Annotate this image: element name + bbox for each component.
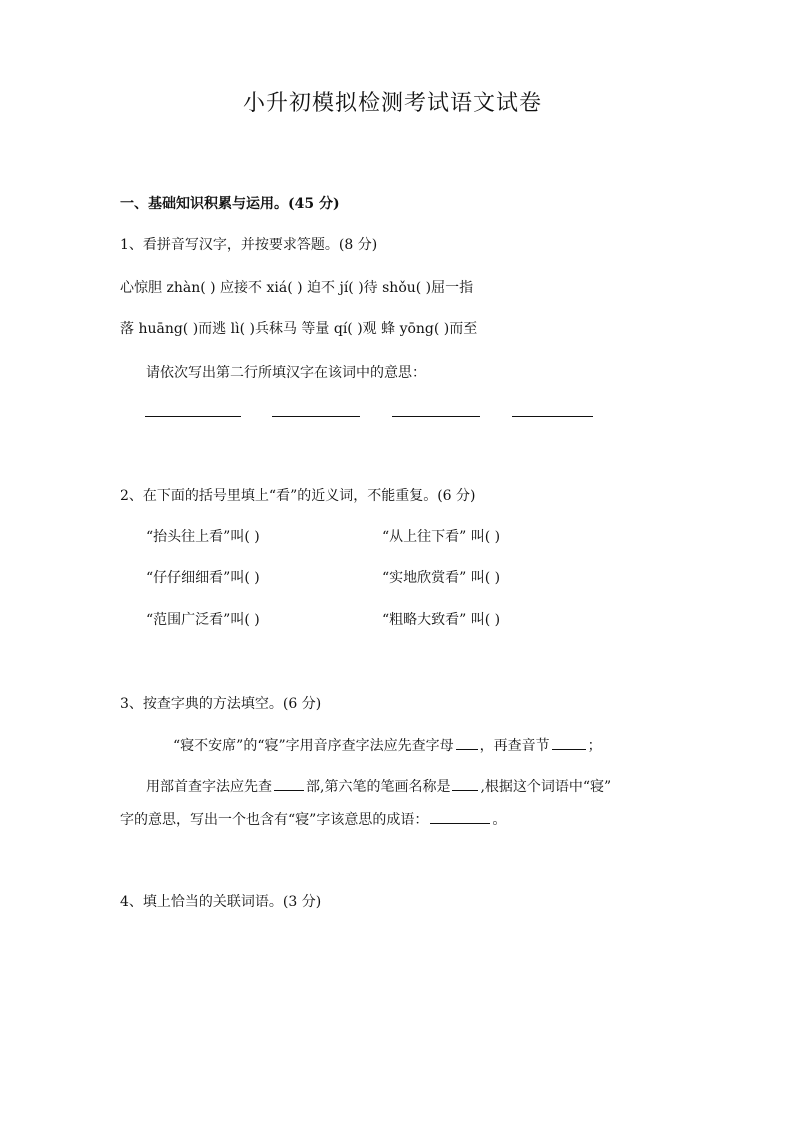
q2-item: “从上往下看” 叫( ): [382, 529, 501, 545]
answer-line-4[interactable]: [512, 416, 593, 417]
answer-blank-stroke[interactable]: [452, 776, 478, 791]
answer-line-1[interactable]: [145, 416, 241, 417]
page-title: 小升初模拟检测考试语文试卷: [243, 91, 543, 116]
q3-text: 部,第六笔的笔画名称是: [306, 779, 451, 795]
q4-prompt: 4、填上恰当的关联词语。(3 分): [120, 894, 322, 910]
q1-pinyin-line-1: 心惊胆 zhàn( ) 应接不 xiá( ) 迫不 jí( )待 shǒu( )屈一指: [120, 280, 474, 296]
q1-instruction: 请依次写出第二行所填汉字在该词中的意思：: [146, 365, 426, 381]
q3-paragraph-line-1: [173, 735, 602, 755]
answer-blank-idiom[interactable]: [430, 809, 490, 824]
q3-text: ；: [587, 738, 602, 754]
q3-text: “寝不安席”的“寝”字用音序查字法应先查字母: [173, 738, 454, 754]
q2-item: “范围广泛看”叫( ): [146, 612, 260, 628]
q3-text: 字的意思，写出一个也含有“寝”字该意思的成语：: [120, 812, 429, 828]
q2-item: “抬头往上看”叫( ): [146, 529, 260, 545]
answer-line-2[interactable]: [272, 416, 360, 417]
q2-item: “仔仔细细看”叫( ): [146, 570, 260, 586]
q1-prompt: 1、看拼音写汉字，并按要求答题。(8 分): [120, 237, 378, 253]
q3-text: ,根据这个词语中“寝”: [480, 779, 612, 795]
q3-text: ，再查音节: [479, 738, 550, 754]
section-1-heading: 一、基础知识积累与运用。(45 分): [120, 196, 340, 212]
q3-paragraph-line-3: [120, 809, 506, 829]
q2-prompt: 2、在下面的括号里填上“看”的近义词，不能重复。(6 分): [120, 488, 476, 504]
q3-text: 。: [492, 812, 507, 828]
answer-blank-syllable[interactable]: [552, 735, 586, 750]
q2-item: “粗略大致看” 叫( ): [382, 612, 501, 628]
answer-blank-radical[interactable]: [274, 776, 304, 791]
q2-item: “实地欣赏看” 叫( ): [382, 570, 501, 586]
answer-blank-letter[interactable]: [456, 735, 478, 750]
q3-prompt: 3、按查字典的方法填空。(6 分): [120, 696, 322, 712]
answer-line-3[interactable]: [392, 416, 480, 417]
q3-text: 用部首查字法应先查: [146, 779, 272, 795]
q3-paragraph-line-2: [146, 776, 611, 796]
q1-pinyin-line-2: 落 huāng( )而逃 lì( )兵秣马 等量 qí( )观 蜂 yōng( )而至: [120, 321, 478, 337]
